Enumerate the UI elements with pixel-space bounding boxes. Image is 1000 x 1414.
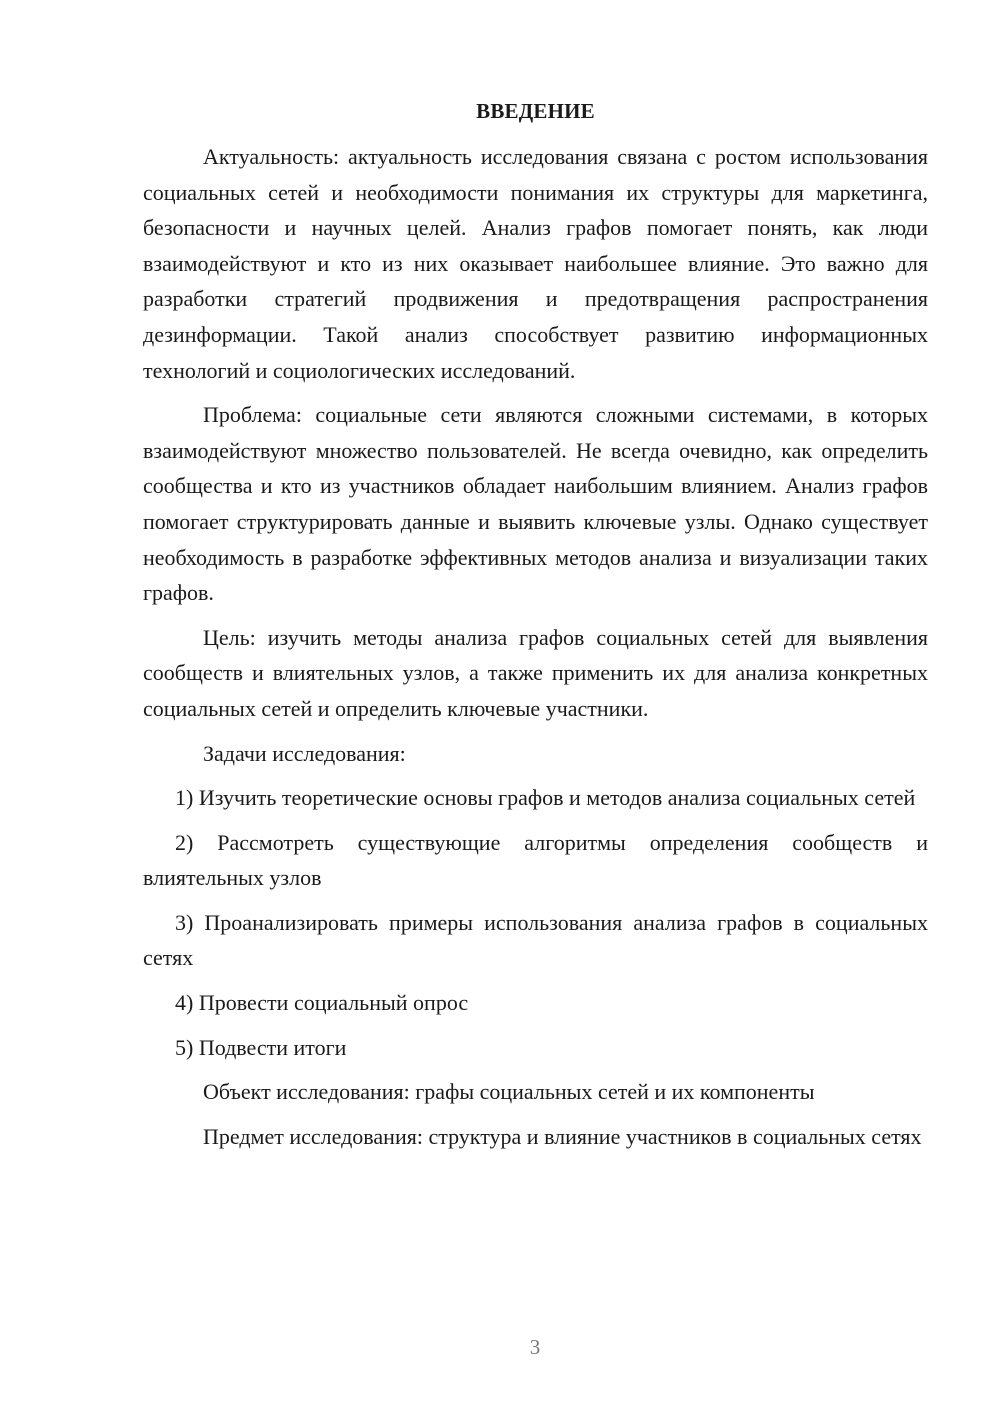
- page-content: [143, 96, 928, 1163]
- task-item-4: 4) Провести социальный опрос: [175, 990, 469, 1016]
- task-item-3: 3) Проанализировать примеры использования анализа графов в социальных сетях: [143, 909, 928, 971]
- relevance-paragraph: Актуальность: актуальность исследования связана с ростом использования социальных сетей и необходимости понимания их структуры для маркетинга, безопасности и научных целей. Анализ графов помогает понять, как люди взаимодействуют и кто из них оказывает наибольшее влияние. Это важно для разработки стратегий продвижения и предотвращения распространения дезинформации. Такой анализ способствует развитию информационных технологий и социологических исследований.: [143, 144, 928, 383]
- section-heading: ВВЕДЕНИЕ: [476, 99, 595, 123]
- tasks-intro: Задачи исследования:: [203, 740, 406, 766]
- task-item-1: 1) Изучить теоретические основы графов и методов анализа социальных сетей: [175, 785, 916, 811]
- goal-paragraph: Цель: изучить методы анализа графов социальных сетей для выявления сообществ и влиятельных узлов, а также применить их для анализа конкретных социальных сетей и определить ключевые участники.: [143, 624, 928, 721]
- research-subject-paragraph: Предмет исследования: структура и влияние участников в социальных сетях: [203, 1123, 922, 1149]
- task-item-5: 5) Подвести итоги: [175, 1034, 347, 1060]
- task-item-2: 2) Рассмотреть существующие алгоритмы определения сообществ и влиятельных узлов: [143, 829, 928, 891]
- page-number: 3: [529, 1335, 541, 1359]
- research-object-paragraph: Объект исследования: графы социальных сетей и их компоненты: [203, 1079, 815, 1105]
- problem-paragraph: Проблема: социальные сети являются сложными системами, в которых взаимодействуют множество пользователей. Не всегда очевидно, как определить сообщества и кто из участников обладает наибольшим влиянием. Анализ графов помогает структурировать данные и выявить ключевые узлы. Однако существует необходимость в разработке эффективных методов анализа и визуализации таких графов.: [143, 402, 928, 606]
